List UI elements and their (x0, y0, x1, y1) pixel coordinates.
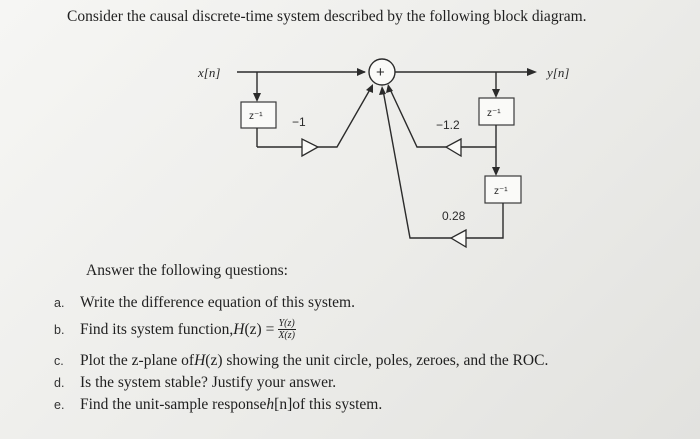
delay-label-1: z⁻¹ (249, 111, 263, 122)
question-c (54, 352, 548, 370)
question-text (80, 396, 382, 414)
question-letter: d. (54, 376, 65, 390)
answer-heading: Answer the following questions: (86, 262, 288, 279)
feedback2-to-adder-wire (383, 90, 451, 238)
function-symbol: h (266, 396, 275, 413)
feedforward-to-adder-wire (318, 86, 372, 147)
question-text (80, 318, 296, 341)
gain-triangle-feedback-1 (446, 139, 461, 156)
delay-label-2: z⁻¹ (487, 108, 501, 119)
function-argument: (z) = (244, 320, 275, 338)
gain-label-feedforward: −1 (292, 115, 306, 129)
question-text-suffix: (z) showing the unit circle, poles, zeroes, and the ROC. (205, 352, 549, 369)
delay-label-3: z⁻¹ (494, 186, 508, 197)
question-letter: c. (54, 354, 64, 368)
input-arrowhead (357, 68, 366, 76)
question-letter: a. (54, 296, 65, 310)
system-function-fraction (277, 318, 296, 341)
gain-label-feedback-2: 0.28 (442, 209, 466, 223)
delay2-arrowhead (492, 89, 500, 98)
delay1-arrowhead (253, 93, 261, 102)
fraction-denominator: X(z) (278, 330, 295, 341)
question-d (54, 374, 336, 392)
function-symbol: H (233, 320, 245, 338)
question-text: Is the system stable? Justify your answer. (80, 374, 337, 391)
problem-prompt: Consider the causal discrete-time system described by the following block diagram. (67, 8, 587, 25)
function-symbol: H (194, 352, 206, 369)
fraction-numerator: Y(z) (278, 318, 295, 329)
output-label: y[n] (547, 65, 570, 80)
question-b (54, 318, 296, 341)
question-text-prefix: Find the unit-sample response (80, 396, 267, 413)
question-letter: e. (54, 398, 65, 412)
gain-triangle-feedforward (302, 139, 318, 156)
question-text (80, 352, 548, 370)
feedback1-to-adder-wire (389, 87, 446, 147)
input-label: x[n] (198, 65, 221, 80)
adder-symbol: + (376, 64, 385, 81)
question-e (54, 396, 382, 414)
question-letter: b. (54, 322, 65, 337)
delay3-arrowhead (492, 167, 500, 176)
question-text-suffix: of this system. (292, 396, 383, 413)
feedback2-arrowhead (379, 86, 386, 95)
output-arrowhead (527, 68, 537, 76)
gain-label-feedback-1: −1.2 (436, 118, 460, 132)
question-a (54, 294, 355, 312)
question-text-prefix: Plot the z-plane of (80, 352, 195, 369)
delay3-out-wire (466, 203, 503, 238)
feedback1-arrowhead (386, 84, 393, 93)
question-text-prefix: Find its system function, (80, 320, 234, 338)
question-text: Write the difference equation of this system. (80, 294, 355, 311)
function-argument: [n] (274, 396, 293, 413)
gain-triangle-feedback-2 (451, 230, 466, 247)
